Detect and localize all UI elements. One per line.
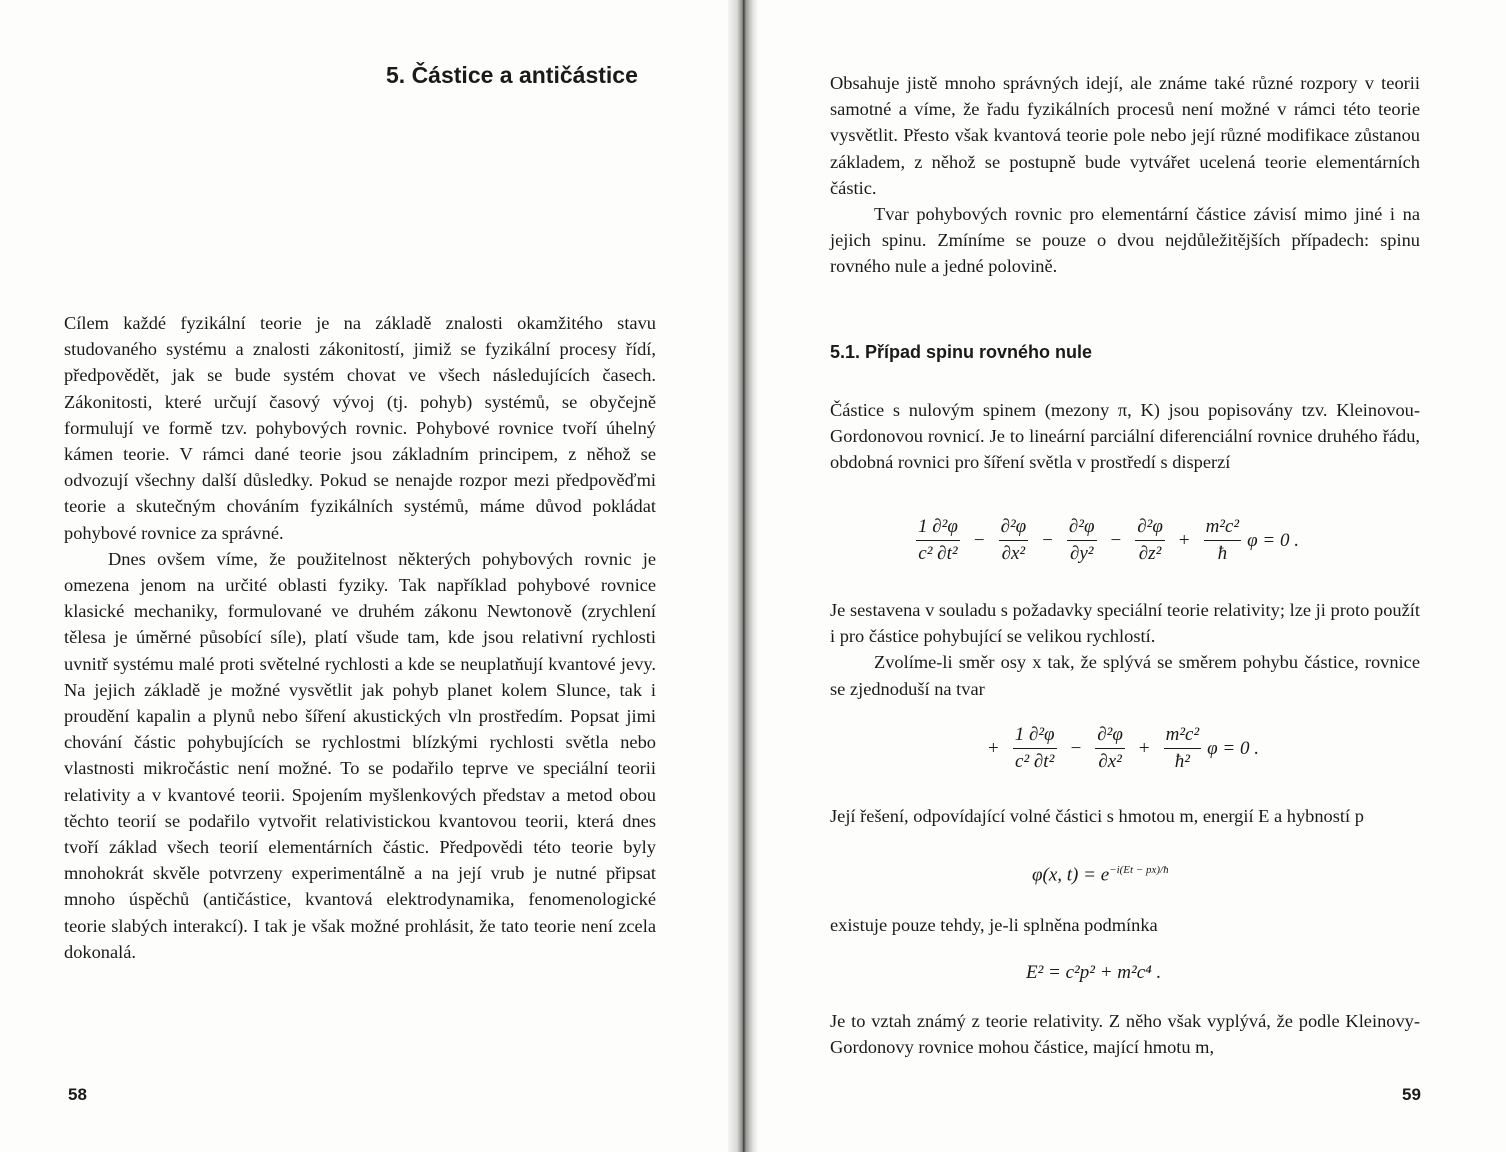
paragraph: Její řešení, odpovídající volné částici s hmotou m, energií E a hybností p	[830, 806, 1364, 826]
paragraph: Dnes ovšem víme, že použitelnost některých pohybových rovnic je omezena jenom na určité oblasti fyziky. Tak například pohybové rovnice klasické mechaniky, formulované ve druhém zákonu Newtonově (zrychlení tělesa je úměrné působící síle), platí všude tam, kde jsou relativní rychlosti uvnitř systému malé proti světelné rychlosti a kde se neuplatňují kvantové jevy. Na jejich základě je možné vysvětlit jak pohyb planet kolem Slunce, tak i proudění kapalin a plynů nebo šíření akustických vln prostředím. Popsat jimi chování částic pohybujících se rychlostmi blízkými rychlosti světla nebo vlastnosti mikročástic není možné. To se podařilo teprve ve speciální teorii relativity a v kvantové teorii. Spojením myšlenkových představ a metod obou těchto teorií se podařilo vytvořit relativistickou kvantovou teorii, která dnes tvoří základ všech teorií elementárních částic. Předpovědi této teorie byly mnohokrát skvěle potvrzeny experimentálně a na její vrub je nutné připsat mnoho úspěchů (antičástice, kvantová elektrodynamika, fenomenologické teorie slabých interakcí). I tak je však možné prohlásit, že tato teorie není zcela dokonalá.	[64, 548, 656, 962]
fraction: $\frac{\text{∂²φ}}{\text{∂x²}}$	[1000, 516, 1027, 564]
fraction: $\frac{\text{m²c²}}{\text{ħ²}}$	[1165, 724, 1200, 772]
fraction: $\frac{\text{∂²φ}}{\text{∂y²}}$	[1068, 516, 1095, 564]
plane-wave-solution: φ(x, $t) = e^{-i(Et - px)/ħ}$	[1032, 864, 1169, 886]
solution-text	[830, 803, 1420, 829]
energy-momentum-relation: E² = c²p² + m²c⁴ .	[1026, 962, 1162, 983]
fraction: $\frac{\text{m²c²}}{ħ}$	[1205, 516, 1240, 564]
simplified-equation: + $\frac{\text{1 ∂²φ}}{\text{c² ∂t²}}$ − $\frac{\text{∂²φ}}{\text{∂x²}}$ + $\frac{\text{m²c²}}{\text{ħ²}}$ φ = 0 .	[988, 724, 1260, 772]
condition-text	[830, 912, 1420, 938]
fraction: $\frac{\text{∂²φ}}{\text{∂x²}}$	[1097, 724, 1123, 772]
paragraph: Je to vztah známý z teorie relativity. Z něho však vyplývá, že podle Kleinovy-Gordonovy rovnice mohou částice, mající hmotu m,	[830, 1011, 1420, 1058]
equation-tail: φ = 0 .	[1247, 529, 1299, 551]
mid-text	[830, 597, 1420, 702]
paragraph: Částice s nulovým spinem (mezony π, K) jsou popisovány tzv. Kleinovou-Gordonovou rovnicí. Je to lineární parciální diferenciální rovnice druhého řádu, obdobná rovnici pro šíření světla v prostředí s disperzí	[830, 400, 1420, 473]
paragraph: Cílem každé fyzikální teorie je na základě znalosti okamžitého stavu studovaného systému a znalosti zákonitostí, jimiž se fyzikální procesy řídí, předpovědět, jak se bude systém chovat ve všech následujících časech. Zákonitosti, které určují časový vývoj (tj. pohyb) systémů, se obyčejně formulují ve formě tzv. pohybových rovnic. Pohybové rovnice tvoří úhelný kámen teorie. V rámci dané teorie jsou základním principem, z něhož se odvozují všechny další důsledky. Pokud se nenajde rozpor mezi předpověďmi teorie a skutečným chováním fyzikálních systémů, máme důvod pokládat pohybové rovnice za správné.	[64, 313, 656, 543]
right-page	[758, 0, 1506, 1152]
chapter-title: 5. Částice a antičástice	[386, 62, 638, 88]
left-body-text	[64, 310, 656, 965]
section-title: 5.1. Případ spinu rovného nule	[830, 342, 1093, 362]
closing-text	[830, 1008, 1420, 1060]
paragraph: Zvolíme-li směr osy x tak, že splývá se směrem pohybu částice, rovnice se zjednoduší na tvar	[830, 652, 1420, 699]
fraction: $\frac{\text{1 ∂²φ}}{\text{c² ∂t²}}$	[1014, 724, 1055, 772]
klein-gordon-equation: $\frac{\text{1 ∂²φ}}{\text{c² ∂t²}}$ − $\frac{\text{∂²φ}}{\text{∂x²}}$ − $\frac{\text{∂²φ}}{\text{∂y²}}$ − $\frac{\text{∂²φ}}{\text{∂z²}}$ + $\frac{\text{m²c²}}{ħ}$ φ = 0 .	[918, 516, 1299, 564]
equation-tail: φ = 0 .	[1207, 737, 1260, 759]
paragraph: Obsahuje jistě mnoho správných idejí, ale známe také různé rozpory v teorii samotné a víme, že řadu fyzikálních procesů není možné v rámci této teorie vysvětlit. Přesto však kvantová teorie pole nebo její různé modifikace zůstanou základem, z něhož se postupně bude vytvářet ucelená teorie elementárních částic.	[830, 73, 1420, 198]
paragraph: Je sestavena v souladu s požadavky speciální teorie relativity; lze ji proto použít i pro částice pohybující se velikou rychlostí.	[830, 600, 1420, 647]
intro-text	[830, 70, 1420, 280]
fraction: $\frac{\text{1 ∂²φ}}{\text{c² ∂t²}}$	[918, 516, 958, 564]
fraction: $\frac{\text{∂²φ}}{\text{∂z²}}$	[1137, 516, 1163, 564]
section-paragraph	[830, 397, 1420, 476]
paragraph: Tvar pohybových rovnic pro elementární částice závisí mimo jiné i na jejich spinu. Zmíníme se pouze o dvou nejdůležitějších případech: spinu rovného nule a jedné polovině.	[830, 204, 1420, 277]
left-page	[0, 0, 728, 1152]
page-number: 59	[1402, 1085, 1421, 1104]
page-number: 58	[68, 1085, 87, 1104]
paragraph: existuje pouze tehdy, je-li splněna podmínka	[830, 915, 1158, 935]
book-gutter	[728, 0, 758, 1152]
